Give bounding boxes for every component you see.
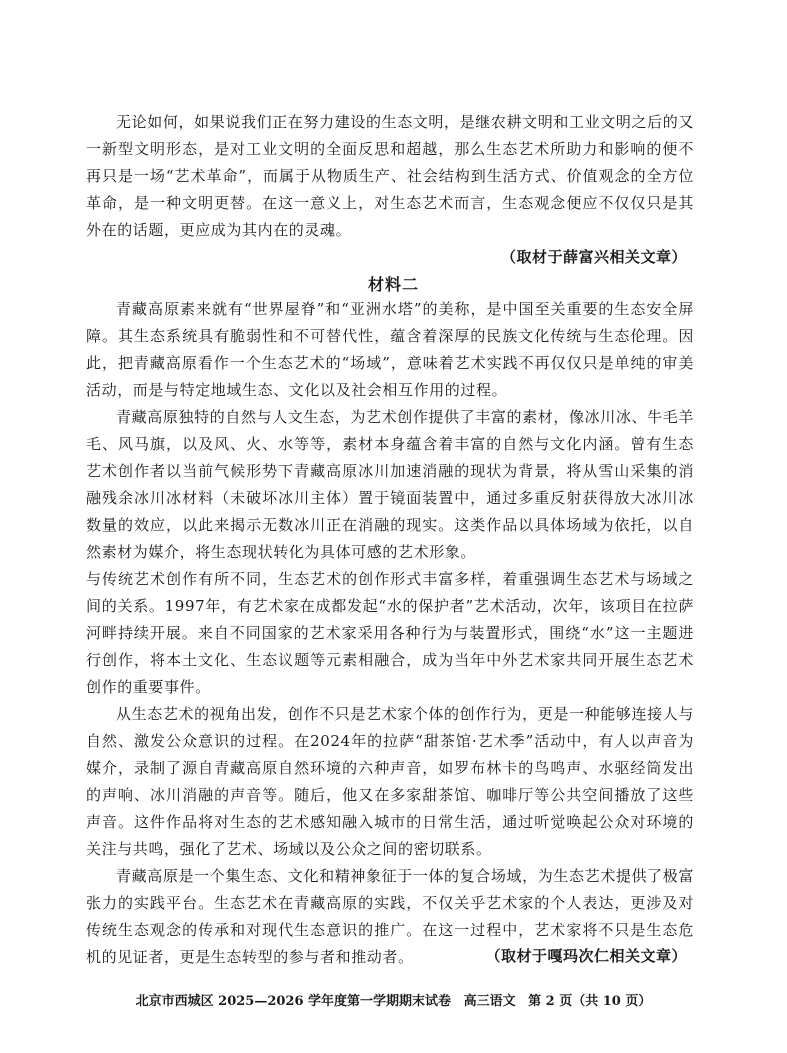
material-one-text xyxy=(86,109,694,244)
paragraph-3: 与传统艺术创作有所不同，生态艺术的创作形式丰富多样，着重强调生态艺术与场域之间的关系。1997年，有艺术家在成都发起“水的保护者”艺术活动，次年，该项目在拉萨河畔持续开展。来自不同国家的艺术家采用各种行为与装置形式，围绕“水”这一主题进行创作，将本土文化、生态议题等元素相融合，成为当年中外艺术家共同开展生态艺术创作的重要事件。 xyxy=(86,570,694,696)
paragraph-4: 从生态艺术的视角出发，创作不只是艺术家个体的创作行为，更是一种能够连接人与自然、激发公众意识的过程。在2024年的拉萨“甜茶馆·艺术季”活动中，有人以声音为媒介，录制了源自青藏高原自然环境的六种声音，如罗布林卡的鸟鸣声、水驱经筒发出的声响、冰川消融的声音等。随后，他又在多家甜茶馆、咖啡厅等公共空间播放了这些声音。这件作品将对生态的艺术感知融入城市的日常生活，通过听觉唤起公众对环境的关注与共鸣，强化了艺术、场域以及公众之间的密切联系。 xyxy=(86,705,694,858)
material-two-source: （取材于嘎玛次仁相关文章） xyxy=(485,947,687,965)
material-one-source: （取材于薛富兴相关文章） xyxy=(500,248,687,266)
page-footer xyxy=(0,990,787,1009)
paragraph-1: 青藏高原素来就有“世界屋脊”和“亚洲水塔”的美称，是中国至关重要的生态安全屏障。其生态系统具有脆弱性和不可替代性，蕴含着深厚的民族文化传统与生态伦理。因此，把青藏高原看作一个生态艺术的“场域”，意味着艺术实践不再仅仅只是单纯的审美活动，而是与特定地域生态、文化以及社会相互作用的过程。 xyxy=(86,300,694,399)
page-number: 第 2 页（共 10 页） xyxy=(528,994,652,1009)
material-two-heading: 材料二 xyxy=(367,275,419,294)
subject-label: 高三语文 xyxy=(463,994,516,1009)
material-two-text xyxy=(86,296,694,971)
paragraph-5: 青藏高原是一个集生态、文化和精神象征于一体的复合场域，为生态艺术提供了极富张力的实践平台。生态艺术在青藏高原的实践，不仅关乎艺术家的个人表达，更涉及对传统生态观念的传承和对现代生态意识的推广。在这一过程中，艺术家将不只是生态危机的见证者，更是生态转型的参与者和推动者。 xyxy=(86,867,694,966)
material-one-paragraph: 无论如何，如果说我们正在努力建设的生态文明，是继农耕文明和工业文明之后的又一新型文明形态，是对工业文明的全面反思和超越，那么生态艺术所助力和影响的便不再只是一场“艺术革命”，而属于从物质生产、社会结构到生活方式、价值观念的全方位革命，是一种文明更替。在这一意义上，对生态艺术而言，生态观念便应不仅仅只是其外在的话题，更应成为其内在的灵魂。 xyxy=(86,113,694,239)
paragraph-2: 青藏高原独特的自然与人文生态，为艺术创作提供了丰富的素材，像冰川冰、牛毛羊毛、风马旗，以及风、火、水等等，素材本身蕴含着丰富的自然与文化内涵。曾有生态艺术创作者以当前气候形势下青藏高原冰川加速消融的现状为背景，将从雪山采集的消融残余冰川冰材料（未破坏冰川主体）置于镜面装置中，通过多重反射获得放大冰川冰数量的效应，以此来揭示无数冰川正在消融的现实。这类作品以具体场域为依托，以自然素材为媒介，将生态现状转化为具体可感的艺术形象。 xyxy=(86,408,694,561)
exam-title: 北京市西城区 2025—2026 学年度第一学期期末试卷 xyxy=(135,994,452,1009)
